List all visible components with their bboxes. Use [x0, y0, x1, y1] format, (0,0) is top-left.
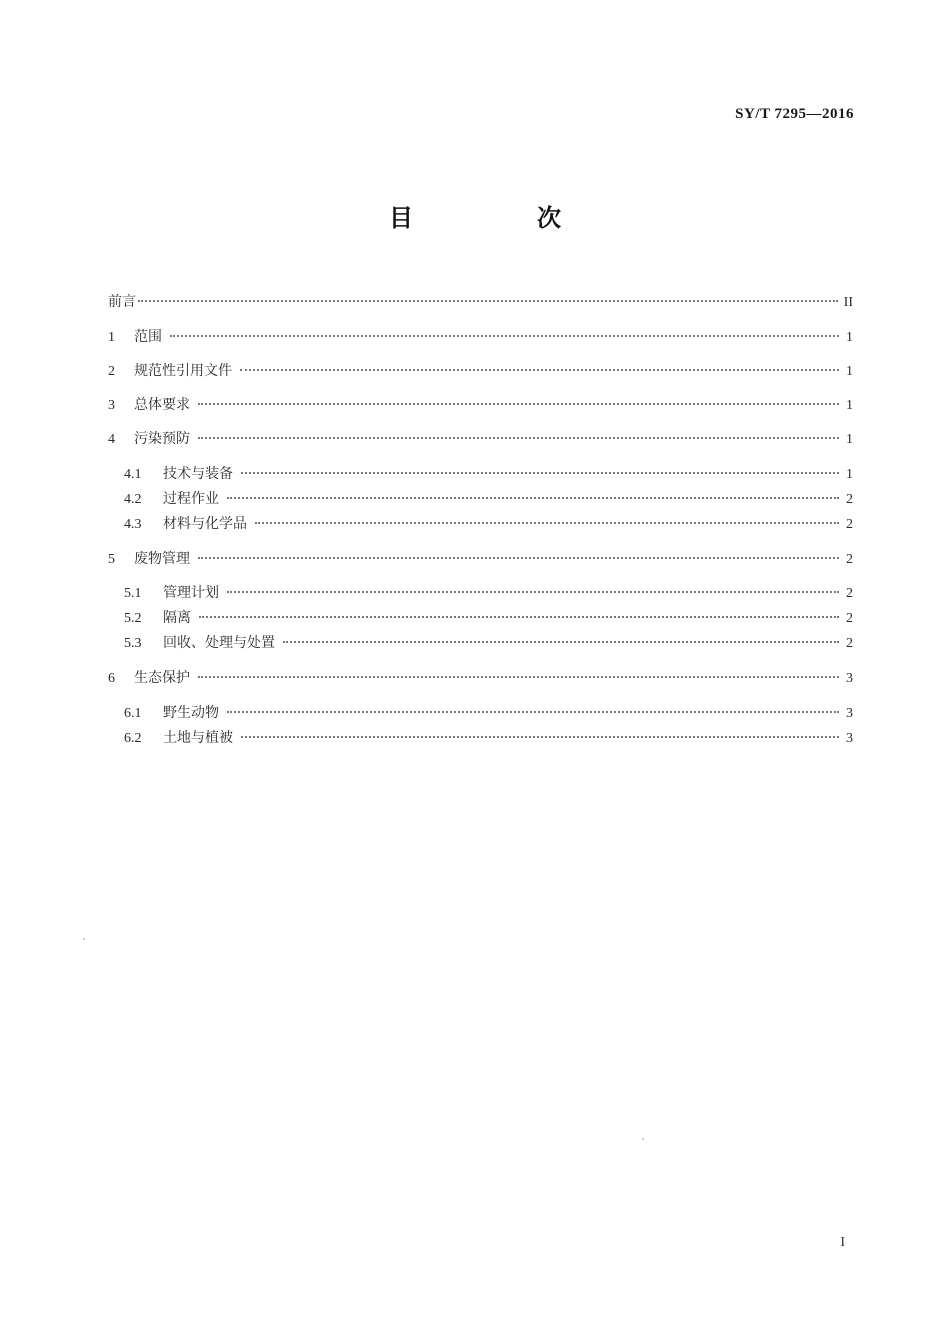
- toc-entry-5[interactable]: [108, 548, 853, 570]
- toc-entry-6-1[interactable]: [124, 702, 853, 724]
- page-title: 目 次: [389, 204, 611, 232]
- toc-entry-number: 5.2: [124, 611, 142, 626]
- toc-entry-page: 2: [846, 552, 853, 567]
- toc-entry-label: 回收、处理与处置: [163, 635, 275, 651]
- toc-entry-label: 技术与装备: [163, 466, 233, 482]
- toc-entry-page: II: [843, 295, 853, 310]
- standard-code: SY/T 7295—2016: [735, 106, 854, 122]
- toc-leader-dots: [255, 522, 839, 524]
- toc-entry-label: 隔离: [163, 610, 191, 626]
- toc-entry-page: 2: [846, 611, 853, 626]
- toc-entry-foreword[interactable]: [108, 291, 853, 313]
- toc-entry-page: 3: [846, 731, 853, 746]
- toc-leader-dots: [227, 497, 839, 499]
- toc-leader-dots: [198, 676, 839, 678]
- toc-entry-2[interactable]: [108, 360, 853, 382]
- toc-entry-page: 1: [846, 398, 853, 413]
- toc-entry-page: 1: [846, 364, 853, 379]
- toc-entry-5-3[interactable]: [124, 632, 853, 654]
- toc-entry-label: 规范性引用文件: [134, 363, 232, 379]
- toc-entry-label: 生态保护: [134, 670, 190, 686]
- page-number: I: [840, 1235, 845, 1250]
- toc-entry-6-2[interactable]: [124, 727, 853, 749]
- toc-entry-label: 材料与化学品: [163, 516, 247, 532]
- toc-leader-dots: [138, 300, 838, 302]
- toc-entry-number: 5.1: [124, 586, 142, 601]
- toc-entry-number: 3: [108, 398, 115, 413]
- toc-entry-label: 前言: [108, 294, 136, 310]
- toc-entry-4-1[interactable]: [124, 463, 853, 485]
- toc-entry-5-2[interactable]: [124, 607, 853, 629]
- toc-entry-page: 1: [846, 330, 853, 345]
- toc-entry-number: 1: [108, 330, 115, 345]
- toc-entry-label: 范围: [134, 329, 162, 345]
- toc-entry-number: 5: [108, 552, 115, 567]
- toc-entry-number: 4.3: [124, 517, 142, 532]
- toc-leader-dots: [240, 369, 839, 371]
- toc-entry-3[interactable]: [108, 394, 853, 416]
- toc-entry-page: 1: [846, 467, 853, 482]
- toc-entry-4-2[interactable]: [124, 488, 853, 510]
- toc-entry-5-1[interactable]: [124, 582, 853, 604]
- toc-entry-label: 野生动物: [163, 705, 219, 721]
- toc-entry-page: 2: [846, 517, 853, 532]
- toc-leader-dots: [199, 616, 839, 618]
- toc-entry-page: 2: [846, 492, 853, 507]
- toc-entry-number: 6.1: [124, 706, 142, 721]
- toc-entry-label: 管理计划: [163, 585, 219, 601]
- toc-entry-4[interactable]: [108, 428, 853, 450]
- toc-entry-number: 6.2: [124, 731, 142, 746]
- toc-leader-dots: [198, 403, 839, 405]
- toc-entry-label: 土地与植被: [163, 730, 233, 746]
- toc-entry-page: 3: [846, 706, 853, 721]
- toc-leader-dots: [227, 591, 839, 593]
- toc-entry-number: 6: [108, 671, 115, 686]
- toc-entry-page: 2: [846, 586, 853, 601]
- toc-leader-dots: [227, 711, 839, 713]
- toc-entry-number: 4.1: [124, 467, 142, 482]
- toc-entry-label: 总体要求: [134, 397, 190, 413]
- toc-leader-dots: [198, 557, 839, 559]
- toc-leader-dots: [198, 437, 839, 439]
- toc-leader-dots: [170, 335, 839, 337]
- toc-entry-1[interactable]: [108, 326, 853, 348]
- toc-entry-4-3[interactable]: [124, 513, 853, 535]
- toc-entry-number: 5.3: [124, 636, 142, 651]
- scan-speck: [642, 1138, 644, 1140]
- toc-entry-label: 过程作业: [163, 491, 219, 507]
- toc-entry-page: 1: [846, 432, 853, 447]
- toc-entry-number: 4.2: [124, 492, 142, 507]
- toc-entry-page: 2: [846, 636, 853, 651]
- scan-speck: [83, 938, 85, 940]
- toc-leader-dots: [241, 472, 839, 474]
- toc-leader-dots: [241, 736, 839, 738]
- toc-entry-page: 3: [846, 671, 853, 686]
- toc-leader-dots: [283, 641, 839, 643]
- toc-entry-label: 废物管理: [134, 551, 190, 567]
- toc-entry-label: 污染预防: [134, 431, 190, 447]
- toc-entry-6[interactable]: [108, 667, 853, 689]
- toc-entry-number: 2: [108, 364, 115, 379]
- toc-entry-number: 4: [108, 432, 115, 447]
